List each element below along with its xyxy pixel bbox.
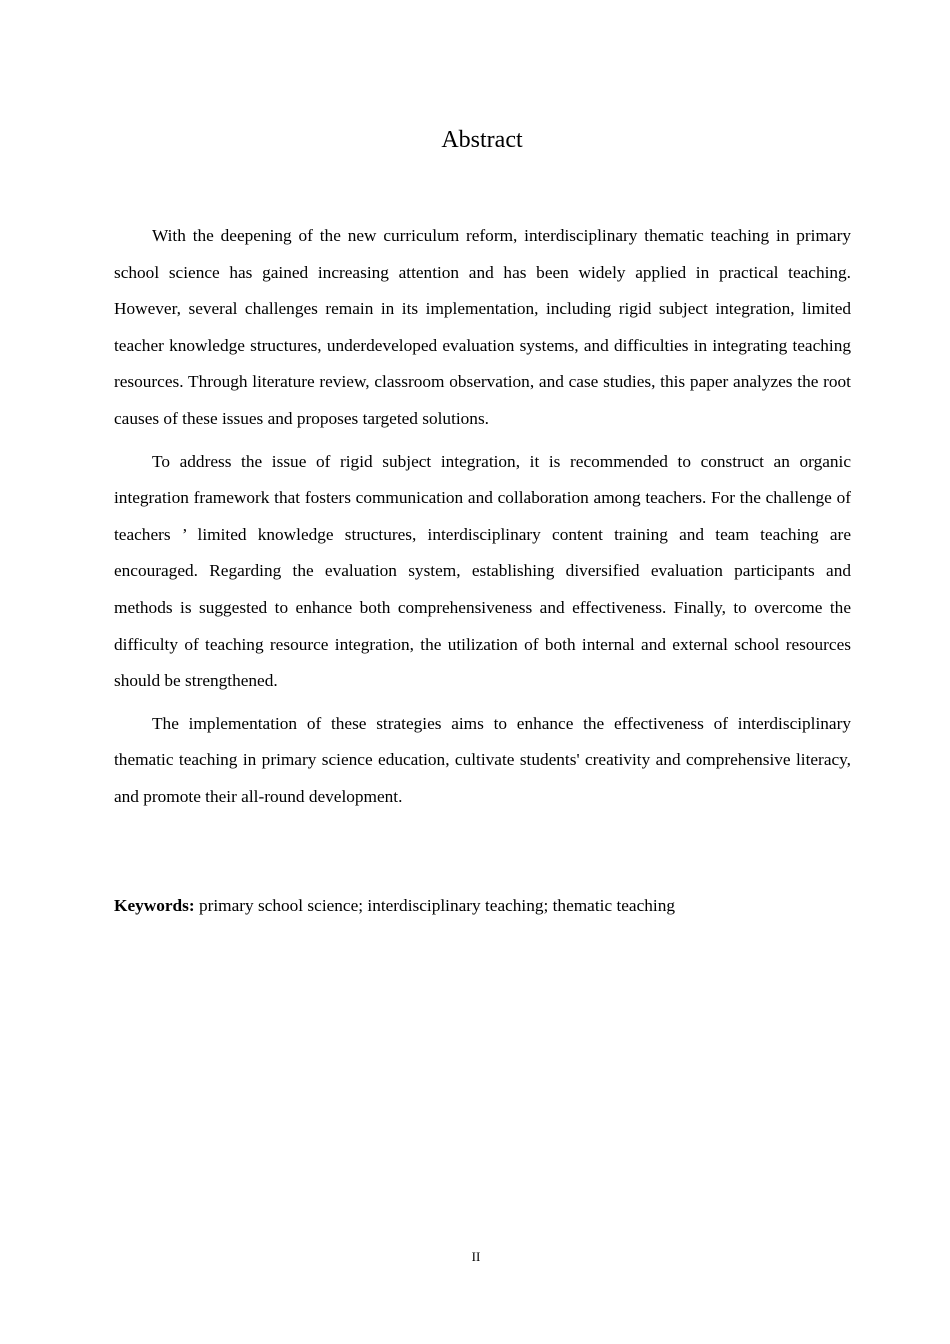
abstract-body <box>114 218 851 822</box>
page-title: Abstract <box>441 127 523 153</box>
abstract-paragraph-2: To address the issue of rigid subject integration, it is recommended to construct an organic integration framework that fosters communication and collaboration among teachers. For the challenge of teachers ’ limited knowledge structures, interdisciplinary content training and team teaching are encouraged. Regarding the evaluation system, establishing diversified evaluation participants and methods is suggested to enhance both comprehensiveness and effectiveness. Finally, to overcome the difficulty of teaching resource integration, the utilization of both internal and external school resources should be strengthened. <box>114 451 851 691</box>
abstract-paragraph-1: With the deepening of the new curriculum reform, interdisciplinary thematic teaching in primary school science has gained increasing attention and has been widely applied in practical teaching. However, several challenges remain in its implementation, including rigid subject integration, limited teacher knowledge structures, underdeveloped evaluation systems, and difficulties in integrating teaching resources. Through literature review, classroom observation, and case studies, this paper analyzes the root causes of these issues and proposes targeted solutions. <box>114 226 851 428</box>
page-number: II <box>471 1249 481 1264</box>
abstract-paragraph-3: The implementation of these strategies aims to enhance the effectiveness of interdisciplinary thematic teaching in primary science education, cultivate students' creativity and comprehensive literacy, and promote their all-round development. <box>114 713 851 806</box>
keywords-text: primary school science; interdisciplinary teaching; thematic teaching <box>194 896 675 915</box>
keywords-label: Keywords: <box>114 896 195 915</box>
keywords-line <box>114 891 851 921</box>
